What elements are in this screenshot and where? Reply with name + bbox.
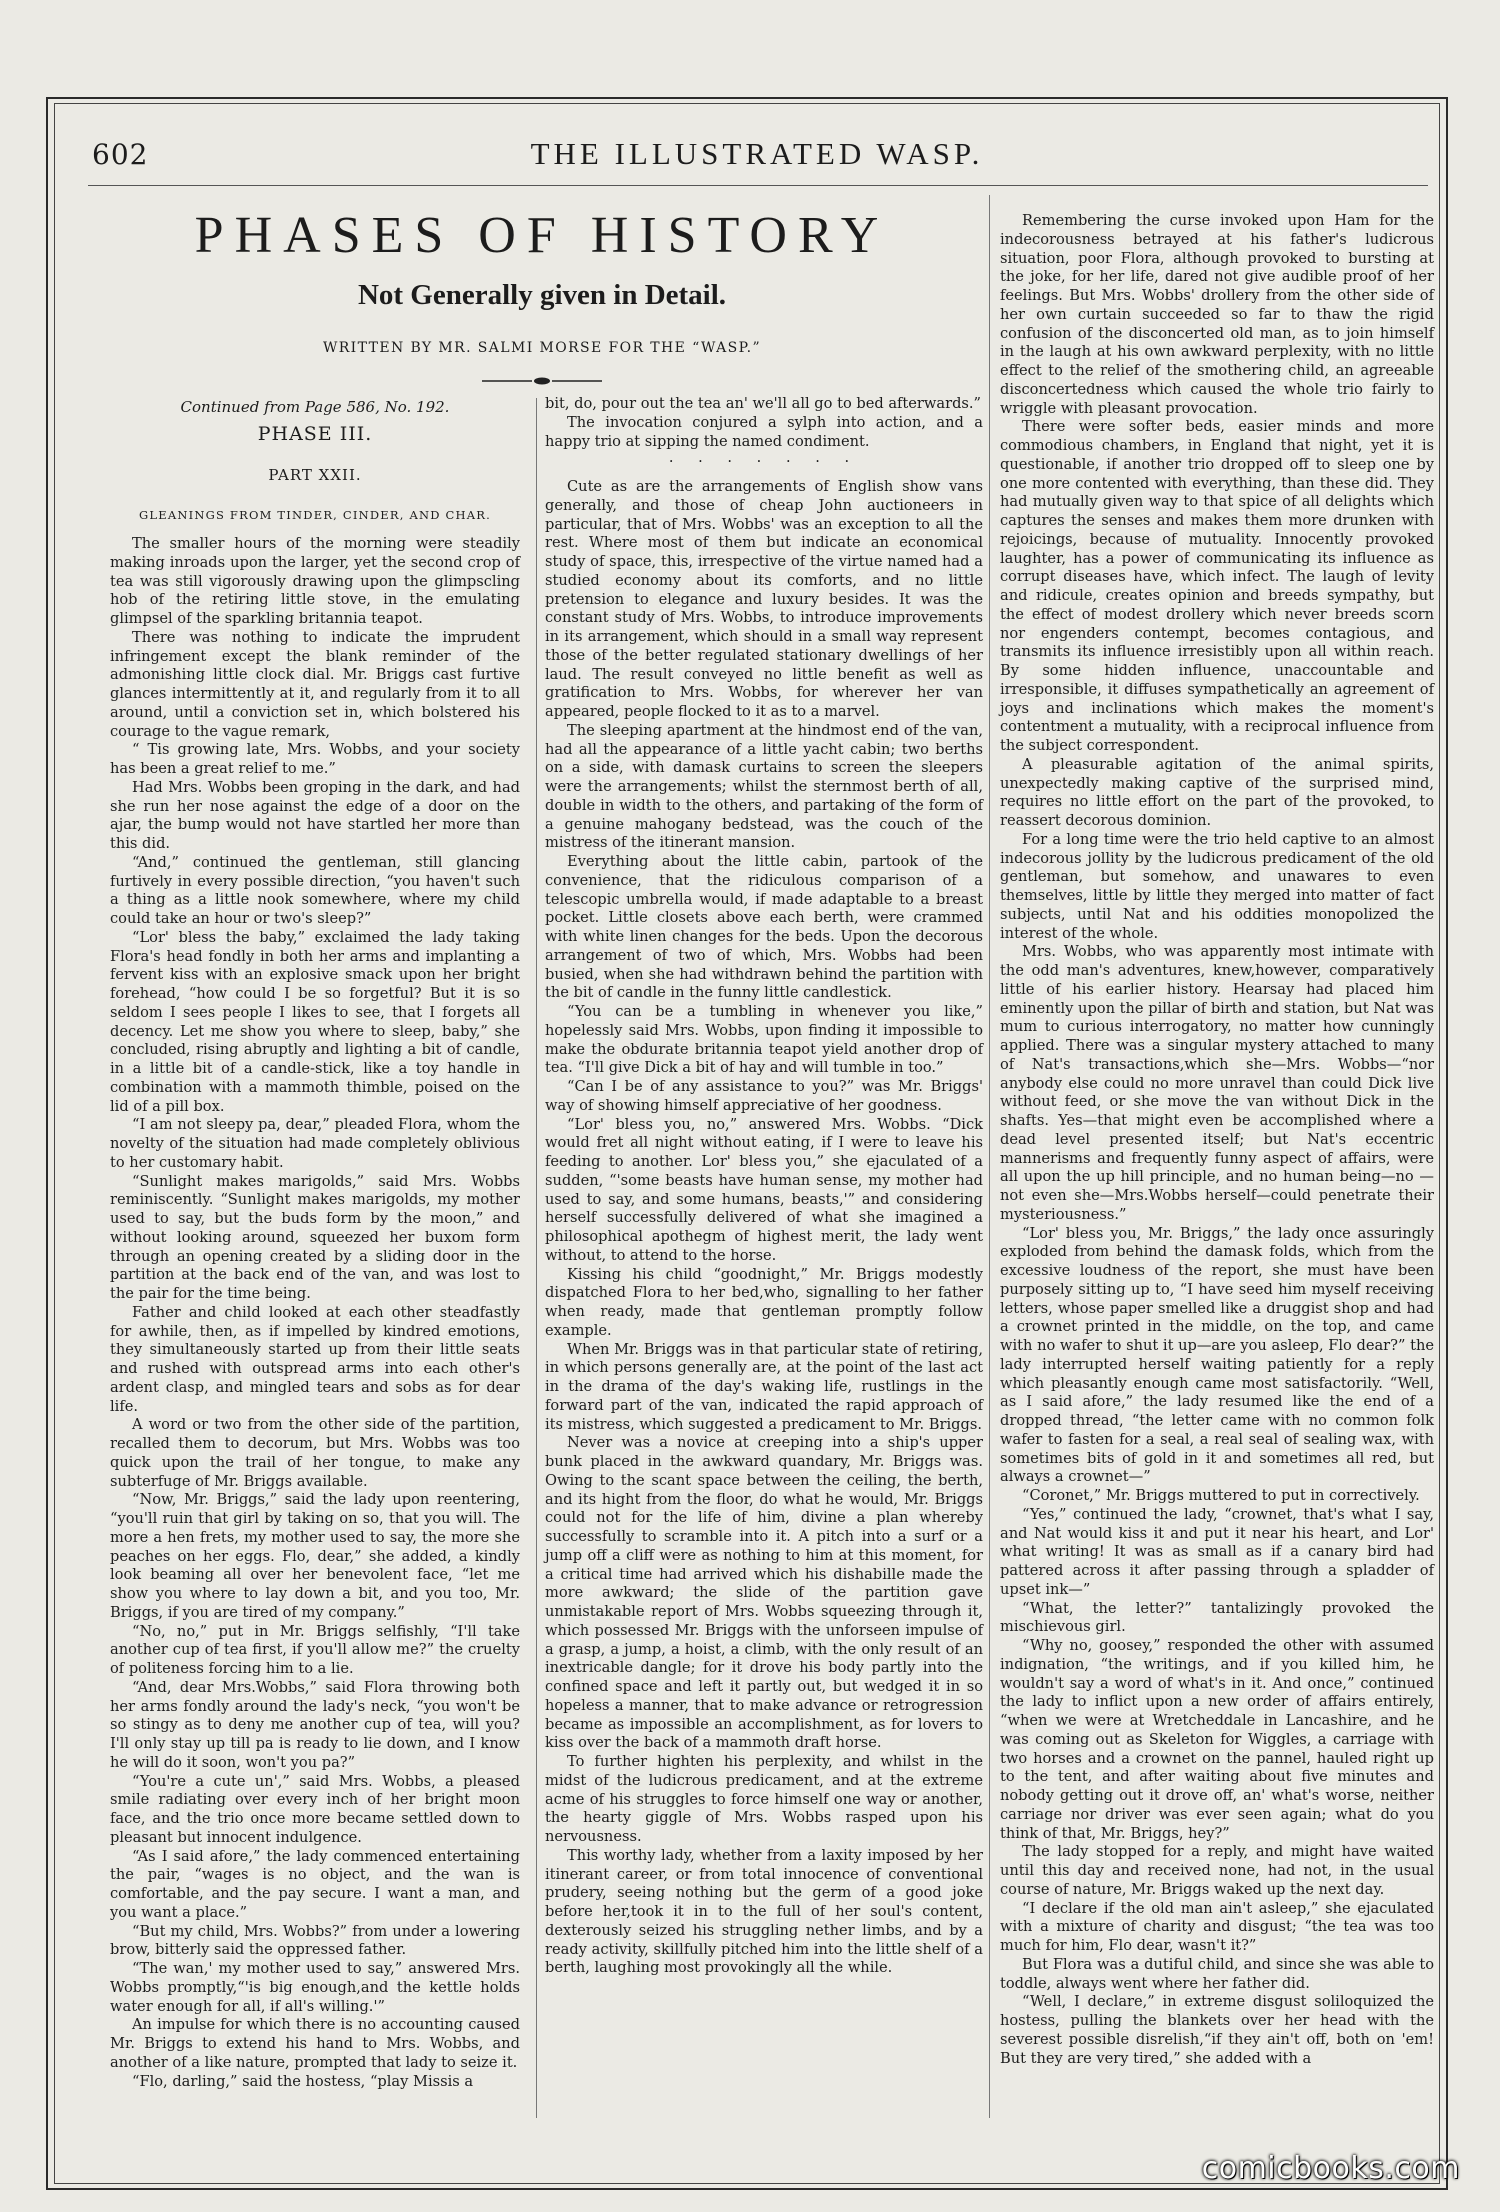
paragraph: “Lor' bless you, Mr. Briggs,” the lady once assuringly exploded from behind the damask folds, which from the excessive loudness of the report, she must have been purposely sitting up to, “I have seed him myself receiving letters, whose paper smelled like a druggist shop and had a crownet printed in the middle, on the top, and came with no wafer to shut it up—are you asleep, Flo dear?” the lady interrupted herself waiting patiently for a reply which pleasantly enough came most satisfactorily. “Well, as I said afore,” the lady resumed like the end of a dropped thread, “the letter came with no common folk wafer to fasten for a seal, a real seal of sealing wax, with sometimes bits of gold in it and sometimes all red, but always a crownet—” [1000, 1224, 1434, 1486]
paragraph: This worthy lady, whether from a laxity imposed by her itinerant career, or from total innocence of conventional prudery, seeing nothing but the germ of a good joke before her,took it in to the full of her soul's content, dexterously seized his struggling nether limbs, and by a ready activity, skillfully pitched him into the little shelf of a berth, laughing most provokingly all the while. [545, 1846, 983, 1977]
paragraph: “As I said afore,” the lady commenced entertaining the pair, “wages is no object, and the wan is comfortable, and the pay secure. I want a man, and you want a place.” [110, 1847, 520, 1921]
paragraph: The sleeping apartment at the hindmost end of the van, had all the appearance of a little yacht cabin; two berths on a side, with damask curtains to screen the sleepers were the arrangements; whilst the sternmost berth of all, double in width to the others, and partaking of the form of a genuine mahogany bedstead, was the couch of the mistress of the itinerant mansion. [545, 721, 983, 852]
page-number: 602 [92, 138, 149, 171]
paragraph: “No, no,” put in Mr. Briggs selfishly, “I'll take another cup of tea first, if you'll allow me?” the cruelty of politeness forcing him to a lie. [110, 1622, 520, 1677]
column-1-body [110, 535, 520, 2091]
paragraph: “Coronet,” Mr. Briggs muttered to put in correctively. [1022, 1487, 1420, 1504]
column-divider-left [536, 398, 537, 2118]
paragraph: The invocation conjured a sylph into action, and a happy trio at sipping the named condiment. [545, 413, 983, 450]
paragraph: “Sunlight makes marigolds,” said Mrs. Wobbs reminiscently. “Sunlight makes marigolds, my mother used to say, but the buds form by the moon,” and without looking around, squeezed her buxom form through an opening created by a sliding door in the partition at the back end of the van, and was lost to the pair for the time being. [110, 1172, 520, 1302]
paragraph: For a long time were the trio held captive to an almost indecorous jollity by the ludicrous predicament of the old gentleman, but somehow, and unawares to even themselves, little by little they merged into matter of fact subjects, until Nat and his oddities monopolized the interest of the whole. [1000, 830, 1434, 942]
paragraph: “Can I be of any assistance to you?” was Mr. Briggs' way of showing himself appreciative of her goodness. [545, 1078, 983, 1114]
paragraph: Kissing his child “goodnight,” Mr. Briggs modestly dispatched Flora to her bed,who, signalling to her father when ready, made that gentleman promptly follow example. [545, 1265, 983, 1339]
article-byline: WRITTEN BY MR. SALMI MORSE FOR THE “WASP.” [322, 340, 762, 356]
section-break-dots: · · · · · · · [668, 453, 860, 471]
paragraph: “Flo, darling,” said the hostess, “play Missis a [132, 2072, 474, 2090]
paragraph: Had Mrs. Wobbs been groping in the dark, and had she run her nose against the edge of a door on the ajar, the bump would not have startled her more than this did. [110, 778, 520, 852]
text-column-1 [110, 398, 520, 2091]
article-title-block [112, 198, 972, 392]
paragraph: “You can be a tumbling in whenever you like,” hopelessly said Mrs. Wobbs, upon finding it impossible to make the obdurate britannia teapot yield another drop of tea. “I'll give Dick a bit of hay and will tumble in too.” [545, 1003, 983, 1077]
paragraph: Cute as are the arrangements of English show vans generally, and those of cheap John auctioneers in particular, that of Mrs. Wobbs' was an exception to all the rest. Where most of them but indicate an economical study of space, this, irrespective of the virtue named had a studied economy about its comforts, and no little pretension to elegance and luxury besides. It was the constant study of Mrs. Wobbs, to introduce improvements in its arrangement, which should in a small way represent those of the better regulated stationary dwellings of her laud. The result conveyed no little benefit as well as gratification to Mrs. Wobbs, for wherever her van appeared, people flocked to it as to a marvel. [545, 478, 983, 720]
paragraph: Remembering the curse invoked upon Ham for the indecorousness betrayed at his father's ludicrous situation, poor Flora, although provoked to bursting at the joke, for her life, dared not give audible proof of her feelings. But Mrs. Wobbs' drollery from the other side of her own curtain succeeded so far to thaw the rigid confusion of the disconcerted old man, as to join himself in the laugh at his own awkward perplexity, with no little effect to the relief of the smothering child, an agreeable disconcertedness which caused the whole trio fairly to wriggle with pleasant provocation. [1000, 212, 1434, 417]
paragraph: “The wan,' my mother used to say,” answered Mrs. Wobbs promptly,“'is big enough,and the kettle holds water enough for all, if all's willing.'” [110, 1960, 520, 2015]
paragraph: “I am not sleepy pa, dear,” pleaded Flora, whom the novelty of the situation had made completely oblivious to her customary habit. [110, 1116, 520, 1171]
paragraph: The smaller hours of the morning were steadily making inroads upon the larger, yet the second crop of tea was still vigorously drawing upon the glimpscling hob of the retiring little stove, in the emulating glimpsel of the sparkling britannia teapot. [110, 535, 520, 627]
paragraph: “Now, Mr. Briggs,” said the lady upon reentering, “you'll ruin that girl by taking on so, that you will. The more a hen frets, my mother used to say, the more she peaches on her eggs. Flo, dear,” she added, a kindly look beaming all over her benevolent face, “let me show you where to lay down a bit, and you too, Mr. Briggs, if you are tired of my company.” [110, 1491, 520, 1621]
part-heading: PART XXII. [268, 465, 362, 484]
paragraph: “Yes,” continued the lady, “crownet, that's what I say, and Nat would kiss it and put it near his heart, and Lor' what writing! It was as small as if a canary bird had pattered across it after passing through a spladder of upset ink—” [1000, 1505, 1434, 1598]
paragraph: Father and child looked at each other steadfastly for awhile, then, as if impelled by kindred emotions, they simultaneously started up from their little seats and rushed with outspread arms into each other's ardent clasp, and mingled tears and sobs as for dear life. [110, 1303, 520, 1415]
article-title: PHASES OF HISTORY [194, 207, 890, 264]
paragraph: But Flora was a dutiful child, and since she was able to toddle, always went where her father did. [1000, 1955, 1434, 1992]
paragraph: Never was a novice at creeping into a ship's upper bunk placed in the awkward quandary, Mr. Briggs was. Owing to the scant space between the ceiling, the berth, and its hight from the floor, do what he would, Mr. Briggs could not for the life of him, divine a plan whereby successfully to scramble into it. A pitch into a surf or a jump off a cliff were as nothing to him at this moment, for a critical time had arrived which his dishabille made the more awkward; the slide of the partition gave unmistakable report of Mrs. Wobbs squeezing through it, which possessed Mr. Briggs with the unforseen impulse of a grasp, a jump, a hoist, a climb, with the only result of an inextricable dangle; for it drove his body partly into the confined space and left it partly out, but wedged it in so hopeless a manner, that to make advance or retrogression became as impossible an accomplishment, as for lovers to kiss over the back of a mammoth draft horse. [545, 1434, 983, 1752]
header-rule [88, 185, 1428, 186]
paragraph: bit, do, pour out the tea an' we'll all go to bed afterwards.” [545, 395, 982, 412]
page-header [92, 136, 1422, 180]
paragraph: “And, dear Mrs.Wobbs,” said Flora throwing both her arms fondly around the lady's neck, “you won't be so stingy as to deny me another cup of tea, will you? I'll only stay up till pa is ready to lie down, and I know he will do it soon, won't you pa?” [110, 1678, 520, 1771]
paragraph: A word or two from the other side of the partition, recalled them to decorum, but Mrs. Wobbs was too quick upon the trail of her tongue, to make any subterfuge of Mr. Briggs available. [110, 1416, 520, 1490]
text-column-3 [1000, 212, 1434, 2068]
column-3-body [1000, 212, 1434, 2068]
paragraph: “Lor' bless you, no,” answered Mrs. Wobbs. “Dick would fret all night without eating, if I were to leave his feeding to another. Lor' bless you,” she ejaculated of a sudden, “'some beasts have human sense, my mother had used to say, and some humans, beasts,'” and considering herself successfully delivered of what she imagined a philosophical apothegm of highest merit, the lady went without, to attend to the horse. [545, 1115, 983, 1264]
section-heading: GLEANINGS FROM TINDER, CINDER, AND CHAR. [139, 508, 491, 523]
article-subtitle: Not Generally given in Detail. [357, 279, 727, 311]
paragraph: “Lor' bless the baby,” exclaimed the lady taking Flora's head fondly in both her arms and implanting a fervent kiss with an explosive smack upon her bright forehead, “how could I be so forgetful? But it is so seldom I sees people I likes to see, that I forgets all decency. Let me show you where to sleep, baby,” she concluded, rising abruptly and lighting a bit of candle, in a little bit of a candle-stick, like a toy handle in combination with a mammoth thimble, poised on the lid of a pill box. [110, 928, 520, 1115]
paragraph: The lady stopped for a reply, and might have waited until this day and received none, had not, in the usual course of nature, Mr. Briggs waked up the next day. [1000, 1843, 1434, 1898]
phase-heading: PHASE III. [257, 422, 373, 445]
paragraph: There were softer beds, easier minds and more commodious chambers, in England that night, yet it is questionable, if another trio dropped off to sleep one by one more contented with everything, than these did. They had mutually given way to that spice of all delights which captures the senses and makes them more drunken with rejoicings, because of mutuality. Innocently provoked laughter, has a power of communicating its influence as corrupt diseases have, which infect. The laugh of levity and ridicule, creates opinion and breeds sympathy, but the effect of modest drollery which never breeds scorn nor engenders contempt, becomes contagious, and transmits its influence irresistibly upon all within reach. By some hidden influence, unaccountable and irresponsible, it diffuses sympathetically an agreement of joys and inclinations which makes the moment's contentment a mutuality, with a reciprocal influence from the subject correspondent. [1000, 418, 1434, 754]
paragraph: “And,” continued the gentleman, still glancing furtively in every possible direction, “you haven't such a thing as a little nook somewhere, where my child could take an hour or two's sleep?” [110, 853, 520, 927]
paragraph: “I declare if the old man ain't asleep,” she ejaculated with a mixture of charity and disgust; “the tea was too much for him, Flo dear, wasn't it?” [1000, 1899, 1434, 1954]
paragraph: “You're a cute un',” said Mrs. Wobbs, a pleased smile radiating over every inch of her bright moon face, and the trio once more became settled down to pleasant but innocent indulgence. [110, 1772, 520, 1846]
watermark-logo: comicbooks.com [1201, 2151, 1460, 2186]
paragraph: There was nothing to indicate the imprudent infringement except the blank reminder of the admonishing little clock dial. Mr. Briggs cast furtive glances intermittently at it, and regularly from it to all around, until a conviction set in, which bolstered his courage to the vague remark, [110, 628, 520, 740]
paragraph: “But my child, Mrs. Wobbs?” from under a lowering brow, bitterly said the oppressed father. [110, 1922, 520, 1959]
text-column-2 [545, 395, 983, 1978]
paragraph: “Well, I declare,” in extreme disgust soliloquized the hostess, pulling the blankets over her head with the severest possible disrelish,“if they ain't off, both on 'em! But they are very tired,” she added with a [1000, 1993, 1434, 2067]
paragraph: An impulse for which there is no accounting caused Mr. Briggs to extend his hand to Mrs. Wobbs, and another of a like nature, prompted that lady to seize it. [110, 2016, 520, 2071]
column-2-body [545, 395, 983, 1978]
paragraph: “ Tis growing late, Mrs. Wobbs, and your society has been a great relief to me.” [110, 741, 520, 777]
paragraph: When Mr. Briggs was in that particular state of retiring, in which persons generally are, at the point of the last act in the drama of the day's waking life, rustlings in the forward part of the van, indicated the rapid approach of its mistress, which suggested a predicament to Mr. Briggs. [545, 1340, 983, 1433]
running-head: THE ILLUSTRATED WASP. [530, 136, 984, 171]
paragraph: A pleasurable agitation of the animal spirits, unexpectedly making captive of the surprised mind, requires no little effort on the part of the provoked, to reassert decorous dominion. [1000, 755, 1434, 829]
paragraph: Mrs. Wobbs, who was apparently most intimate with the odd man's adventures, knew,however, comparatively little of his earlier history. Hearsay had placed him eminently upon the pillar of birth and station, but Nat was mum to curious interrogatory, no matter how cunningly applied. There was a singular mystery attached to many of Nat's transactions,which she—Mrs. Wobbs—“nor anybody else could no more unravel than could Dick live without feed, or she move the van without Dick in the shafts. Yes—that might even be accomplished where a dead level presented itself; but Nat's eccentric mannerisms and frequently funny aspect of affairs, were all upon the up hill principle, and no human being—no —not even she—Mrs.Wobbs herself—could penetrate their mysteriousness.” [1000, 943, 1434, 1223]
paragraph: “What, the letter?” tantalizingly provoked the mischievous girl. [1000, 1599, 1434, 1636]
paragraph: “Why no, goosey,” responded the other with assumed indignation, “the writings, and if you killed him, he wouldn't say a word of what's in it. And once,” continued the lady to inflict upon a new order of affairs entirely, “when we were at Wretcheddale in Lancashire, and he was coming out as Skeleton for Wiggles, a carriage with two horses and a crownet on the pannel, hauled right up to the tent, and after waiting about five minutes and nobody getting out it drove off, an' what's worse, neither carriage nor driver was ever seen again; what do you think of that, Mr. Briggs, hey?” [1000, 1637, 1434, 1842]
column-divider-right [989, 195, 990, 2118]
paragraph: To further highten his perplexity, and whilst in the midst of the ludicrous predicament, and at the extreme acme of his struggles to force himself one way or another, the hearty giggle of Mrs. Wobbs rasped upon his nervousness. [545, 1753, 983, 1845]
continued-note: Continued from Page 586, No. 192. [180, 398, 450, 416]
ornament-rule [482, 374, 602, 388]
paragraph: Everything about the little cabin, partook of the convenience, that the ridiculous comparison of a telescopic umbrella would, if made adaptable to a breast pocket. Little closets above each berth, were crammed with white linen changes for the beds. Upon the decorous arrangement of two of which, Mrs. Wobbs had been busied, when she had withdrawn behind the partition with the bit of candle in the funny little candlestick. [545, 853, 983, 1002]
